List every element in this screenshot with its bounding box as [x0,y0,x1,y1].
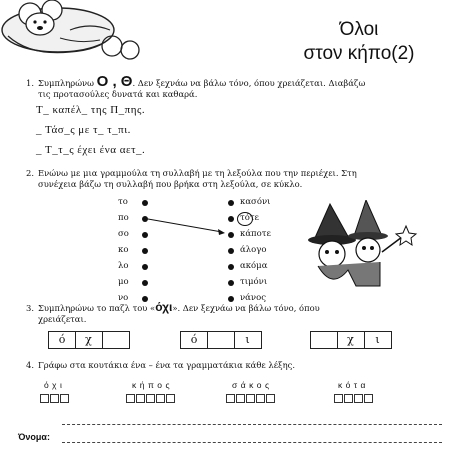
exercise-4-instruction: 4. Γράφω στα κουτάκια ένα – ένα τα γραμματάκια κάθε λέξης. [26,360,296,370]
syllable-item: κο [118,245,129,255]
letter-boxes-1[interactable] [40,394,70,403]
exercise-1-sentence: Τ_ καπέλ_ της Π_πης. [36,104,146,116]
word-item: τιμόνι [240,277,268,287]
name-input-line[interactable] [62,442,442,443]
word-item: νάνος [240,293,266,303]
name-line-top [62,424,442,425]
syllable-item: νο [118,293,129,303]
exercise-4-word: σάκος [232,380,273,390]
name-label: Όνομα: [18,432,50,442]
syllable-item: σο [118,229,129,239]
word-item: κάποτε [240,229,271,239]
syllable-item: το [118,197,128,207]
page-title: Όλοι στον κήπο(2) [303,19,415,64]
exercise-1-sentence: _ Τάσ_ς με τ_ τ_πι. [36,124,131,136]
syllable-item: λο [118,261,129,271]
exercise-1-sentence: _ Τ_τ_ς έχει ένα αετ_. [36,144,146,156]
exercise-4-word: κότα [338,380,369,390]
exercise-2-instruction: 2. Ενώνω με μια γραμμούλα τη συλλαβή με τη λεξούλα που την περιέχει. Στη συνέχεια βάζω τη συλλαβή που βρήκα στη λεξούλα, σε κύκλο. [26,168,357,189]
exercise-4-word: όχι [44,380,66,390]
word-item: κασόνι [240,197,271,207]
letter-boxes-4[interactable] [334,394,374,403]
syllable-item: μο [118,277,129,287]
puzzle-3: χ ι [310,331,392,349]
puzzle-2: ό ι [180,331,262,349]
exercise-3-word: όχι [155,300,173,314]
word-item: ακόμα [240,261,268,271]
syllable-item: πο [118,213,129,223]
example-circle [237,212,253,226]
letter-boxes-2[interactable] [126,394,176,403]
exercise-1-instruction: 1. Συμπληρώνω Ο , Θ. Δεν ξεχνάω να βάλω τόνο, όπου χρειάζεται. Διαβάζω τις προτασούλες δυνατά και καθαρά. [26,73,366,99]
letter-boxes-3[interactable] [226,394,276,403]
exercise-4-word: κήπος [132,380,174,390]
word-item: άλογο [240,245,267,255]
word-item: τότε [240,213,259,223]
exercise-1-letters: Ο , Θ [96,73,133,90]
puzzle-1: ό χ [48,331,130,349]
witch-cartoon-illustration [308,200,418,292]
exercise-3-instruction: 3. Συμπληρώνω το παζλ του «όχι». Δεν ξεχνάω να βάλω τόνο, όπου χρειάζεται. [26,300,320,324]
